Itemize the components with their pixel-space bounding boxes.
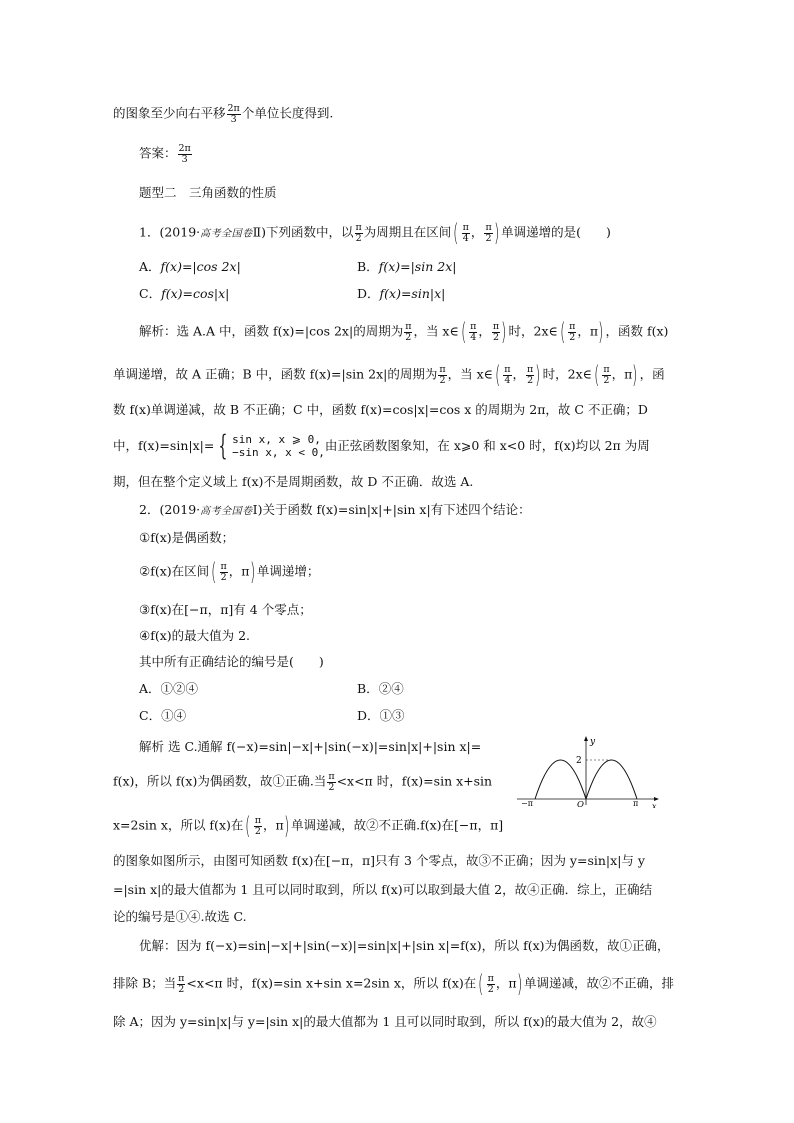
denominator: 2	[220, 571, 227, 583]
right-paren: )	[249, 558, 255, 586]
pi-symbol: π	[241, 563, 250, 579]
option-text: f(x)=|cos 2x|	[160, 259, 241, 274]
q2-roman: Ⅰ	[252, 502, 258, 517]
q2-optimal-line-1: 优解：因为 f(−x)=sin|−x|+|sin(−x)|=sin|x|+|sin x|=f(x)，所以 f(x)为偶函数，故①正确，	[139, 938, 670, 953]
numerator: π	[405, 321, 412, 332]
q2-option-c	[139, 710, 186, 723]
fraction	[254, 816, 262, 836]
right-paren: )	[598, 318, 604, 346]
q2-ask: 其中所有正确结论的编号是( )	[139, 654, 324, 669]
numerator: π	[328, 771, 335, 782]
q1-stem-text: 为周期且在区间	[363, 224, 452, 240]
neg-pi-label: −π	[521, 799, 533, 808]
solution-text: <x<π 时，f(x)=sin x+sin x=2sin x，所以 f(x)在	[186, 975, 477, 991]
right-paren: )	[493, 219, 499, 247]
numerator: π	[485, 222, 492, 233]
q2-optimal-line-3: 除 A；因为 y=sin|x|与 y=|sin x|的最大值都为 1 且可以同时取到，所以 f(x)的最大值为 2，故④	[113, 1014, 657, 1029]
left-paren: (	[453, 219, 459, 247]
solution-text: ，函数 f(x)	[605, 323, 669, 339]
numerator: π	[492, 321, 500, 332]
denominator: 2	[603, 374, 610, 386]
solution-text: 单调递减，故②不正确.f(x)在[−π，π]	[291, 817, 504, 833]
intro-text-end: 个单位长度得到.	[241, 105, 334, 121]
solution-text: ，当 x∈	[413, 323, 459, 339]
pos-pi-label: π	[633, 799, 639, 808]
q1-source: 高考全国卷	[200, 228, 253, 240]
option-text: f(x)=sin|x|	[379, 286, 446, 301]
denominator: 4	[462, 232, 469, 244]
denominator: 2	[254, 825, 261, 837]
fraction	[327, 772, 335, 792]
option-label: C．	[139, 286, 162, 301]
option-text: f(x)=cos|x|	[161, 286, 230, 301]
fraction	[526, 365, 534, 385]
q1-number: 1．(	[139, 224, 165, 240]
numerator: π	[487, 973, 494, 984]
x-axis-arrow	[654, 797, 659, 801]
solution-text: x=2sin x，所以 f(x)在	[113, 817, 244, 833]
intro-line	[113, 104, 333, 124]
q2-option-a	[139, 683, 198, 696]
left-paren: (	[478, 970, 484, 998]
option-text: ①②④	[160, 681, 199, 696]
option-text: f(x)=|sin 2x|	[378, 259, 457, 274]
y-axis-label: y	[590, 737, 596, 747]
q2-stem-text: )关于函数 f(x)=sin|x|+|sin x|有下述四个结论：	[257, 502, 531, 517]
option-label: D．	[357, 708, 380, 723]
q1-option-a	[139, 261, 241, 274]
q2-option-d	[357, 710, 405, 723]
fraction	[404, 322, 412, 342]
left-brace: {	[218, 429, 228, 462]
left-paren: (	[495, 361, 501, 389]
denominator: 2	[178, 983, 185, 995]
q2-conclusion-3: ③f(x)在[−π，π]有 4 个零点；	[139, 602, 312, 617]
solution-text: 单调递减，故②不正确，排	[524, 975, 675, 991]
q2-year: 2019·	[164, 502, 201, 517]
fraction	[568, 322, 576, 342]
option-text: ①③	[379, 708, 405, 723]
numerator: π	[462, 222, 469, 233]
denominator: 4	[470, 331, 477, 343]
right-paren: )	[283, 812, 289, 840]
fraction	[492, 322, 500, 342]
left-paren: (	[460, 318, 466, 346]
solution-text: 时，2x∈	[542, 366, 592, 382]
pi-symbol: π	[624, 366, 633, 382]
q2-solution-line-2	[113, 772, 492, 792]
q1-option-b	[357, 261, 456, 274]
piecewise-cases	[232, 433, 325, 459]
left-paren: (	[245, 812, 251, 840]
q1-year: 2019·	[164, 224, 201, 240]
fraction	[355, 223, 363, 243]
left-paren: (	[211, 558, 217, 586]
solution-text: 时，2x∈	[508, 323, 558, 339]
pi-symbol: π	[508, 975, 517, 991]
q2-optimal-line-2: 排除 B；当 $\frac{\pi}{2}$ <x<π 时，f(x)=sin x+sin x=2sin x，所以 f(x)在( $\frac{\pi}{2}$ ，π) 单调递减，故②不正确，排	[113, 970, 675, 998]
q1-solution-line-5: 期，但在整个定义域上 f(x)不是周期函数，故 D 不正确．故选 A.	[113, 474, 474, 489]
solution-text: 由正弦函数图象知，在 x⩾0 和 x<0 时，f(x)均以 2π 为周	[324, 437, 650, 453]
fraction	[462, 223, 470, 243]
denominator: 2	[328, 781, 335, 793]
denominator: 2	[405, 331, 412, 343]
intro-text: 的图象至少向右平移	[113, 105, 226, 121]
pi-symbol: π	[589, 323, 599, 339]
numerator: 2π	[227, 103, 240, 114]
option-label: B．	[357, 259, 379, 274]
option-label: C．	[139, 708, 162, 723]
q1-stem-text: )下列函数中，以	[261, 224, 354, 240]
fraction	[484, 223, 492, 243]
fraction	[177, 974, 185, 994]
numerator: π	[178, 973, 185, 984]
q2-number: 2．(	[139, 502, 165, 517]
q2-source: 高考全国卷	[200, 506, 253, 517]
q1-stem: 1．(2019·高考全国卷Ⅱ)下列函数中，以 $\frac{\pi}{2}$ 为周期且在区间( $\frac{\pi}{4}$ ， $\frac{\pi}{2}$ ) 单调递增的是( )	[139, 219, 611, 247]
right-paren: )	[501, 318, 507, 346]
q2-solution-line-5: =|sin x|的最大值都为 1 且可以同时取到，所以 f(x)可以取到最大值 2，故④正确．综上，正确结	[113, 882, 653, 897]
q2-solution-line-1: 解析 选 C.通解 f(−x)=sin|−x|+|sin(−x)|=sin|x|+|sin x|=	[139, 739, 482, 754]
numerator: π	[355, 222, 362, 233]
right-paren: )	[516, 970, 522, 998]
denominator: 4	[504, 374, 511, 386]
y-axis-arrow	[584, 736, 588, 741]
solution-text: ，函	[639, 366, 665, 382]
denominator: 2	[492, 331, 500, 343]
numerator: 2π	[178, 143, 191, 154]
piece-case-1: sin x, x ⩾ 0,	[232, 433, 321, 446]
x-axis-label: x	[652, 802, 657, 808]
q1-roman: Ⅱ	[252, 224, 262, 240]
fraction	[227, 104, 241, 124]
q1-solution-line-4	[113, 429, 650, 462]
numerator: π	[220, 561, 227, 572]
q2-solution-line-4: 的图象如图所示，由图可知函数 f(x)在[−π，π]只有 3 个零点，故③不正确；因为 y=sin|x|与 y	[113, 853, 645, 868]
fraction	[487, 974, 495, 994]
answer-line	[139, 144, 193, 164]
answer-fraction	[178, 144, 192, 164]
denominator: 2	[485, 232, 492, 244]
right-paren: )	[535, 361, 541, 389]
answer-label: 答案：	[139, 145, 177, 161]
option-label: A．	[139, 259, 161, 274]
max-value-label: 2	[576, 756, 582, 766]
denominator: 2	[487, 983, 494, 995]
fraction	[438, 365, 446, 385]
pi-symbol: π	[275, 817, 284, 833]
q1-solution-line-1: 解析：选 A.A 中，函数 f(x)=|cos 2x|的周期为 $\frac{\pi}{2}$ ，当 x∈( $\frac{\pi}{4}$ ， $\frac{\pi}{2}$ ) 时，2x∈( $\frac{\pi}{2}$ ，π) ，函数 f(x)	[139, 318, 669, 346]
q1-solution-line-3: 数 f(x)单调递减，故 B 不正确；C 中，函数 f(x)=cos|x|=cos x 的周期为 2π，故 C 不正确；D	[113, 402, 648, 417]
option-text: ①④	[161, 708, 187, 723]
solution-text: <x<π 时，f(x)=sin x+sin	[336, 773, 493, 789]
q1-option-d	[357, 288, 445, 301]
fraction	[602, 365, 610, 385]
q2-conclusion-2: ②f(x)在区间( $\frac{\pi}{2}$ ，π) 单调递增；	[139, 558, 320, 586]
piece-case-2: −sin x, x < 0,	[232, 446, 325, 459]
denominator: 2	[569, 331, 576, 343]
q1-option-c	[139, 288, 229, 301]
q2-solution-line-6: 论的编号是①④.故选 C.	[113, 909, 247, 924]
numerator: π	[470, 321, 477, 332]
solution-text: ，当 x∈	[447, 366, 493, 382]
conclusion-text: 单调递增；	[256, 563, 320, 579]
solution-text: 排除 B；当	[113, 975, 177, 991]
denominator: 3	[181, 153, 188, 165]
left-paren: (	[594, 361, 600, 389]
fraction	[220, 562, 228, 582]
q2-stem	[139, 504, 531, 517]
denominator: 2	[439, 374, 446, 386]
section-title: 题型二 三角函数的性质	[139, 185, 277, 200]
right-paren: )	[632, 361, 638, 389]
origin-label: O	[577, 800, 584, 808]
solution-text: f(x)，所以 f(x)为偶函数，故①正确.当	[113, 773, 327, 789]
option-label: A．	[139, 681, 161, 696]
numerator: π	[569, 321, 576, 332]
solution-text: 解析：选 A.A 中，函数 f(x)=|cos 2x|的周期为	[139, 323, 404, 339]
function-graph	[513, 733, 663, 808]
q2-conclusion-4: ④f(x)的最大值为 2.	[139, 628, 251, 643]
numerator: π	[254, 815, 261, 826]
q2-solution-line-3: x=2sin x，所以 f(x)在( $\frac{\pi}{2}$ ，π) 单调递减，故②不正确.f(x)在[−π，π]	[113, 812, 504, 840]
option-label: D．	[357, 286, 380, 301]
fraction	[503, 365, 511, 385]
q1-stem-text: 单调递增的是( )	[501, 224, 611, 240]
numerator: π	[527, 364, 534, 375]
option-text: ②④	[378, 681, 404, 696]
q1-solution-line-2: 单调递增，故 A 正确；B 中，函数 f(x)=|sin 2x|的周期为 $\frac{\pi}{2}$ ，当 x∈( $\frac{\pi}{4}$ ， $\frac{\pi}{2}$ ) 时，2x∈( $\frac{\pi}{2}$ ，π) ，函	[113, 361, 665, 389]
numerator: π	[439, 364, 446, 375]
left-paren: (	[559, 318, 566, 346]
numerator: π	[504, 364, 511, 375]
curve-right	[586, 760, 637, 799]
denominator: 2	[355, 232, 362, 244]
conclusion-text: ②f(x)在区间	[139, 563, 210, 579]
fraction	[469, 322, 477, 342]
q2-conclusion-1: ①f(x)是偶函数；	[139, 530, 235, 545]
denominator: 3	[230, 113, 237, 125]
solution-text: 单调递增，故 A 正确；B 中，函数 f(x)=|sin 2x|的周期为	[113, 366, 438, 382]
q2-option-b	[357, 683, 404, 696]
solution-text: 中，f(x)=sin|x|=	[113, 437, 215, 453]
numerator: π	[603, 364, 610, 375]
denominator: 2	[527, 374, 534, 386]
option-label: B．	[357, 681, 379, 696]
